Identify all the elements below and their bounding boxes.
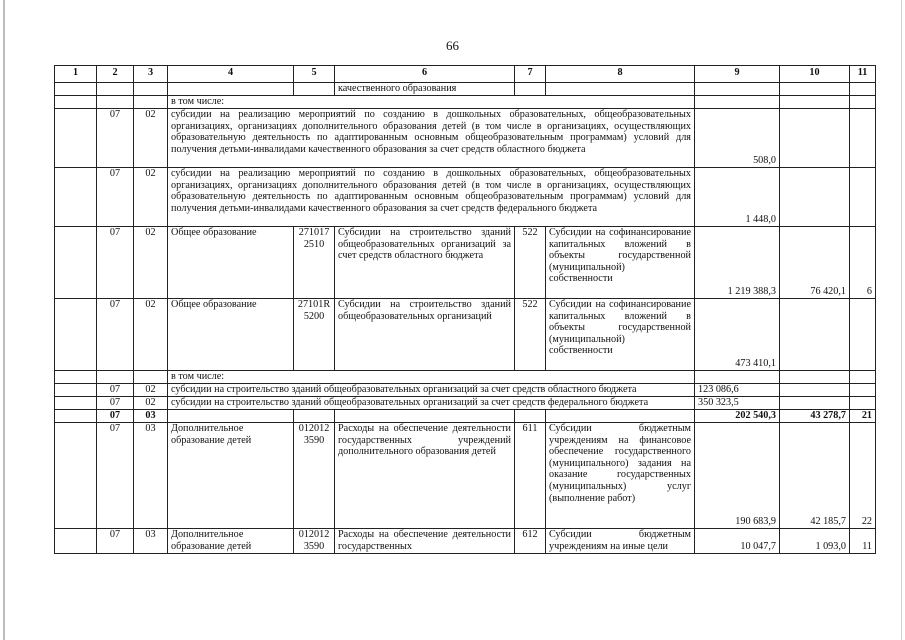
scan-edge-right [901, 0, 902, 640]
row-amount-2: 1 093,0 [780, 529, 850, 554]
row-section: 07 [97, 384, 134, 397]
row-subsection: 03 [134, 410, 168, 423]
row-section: 07 [97, 227, 134, 299]
row-amount: 190 683,9 [695, 423, 780, 529]
row-section: 07 [97, 410, 134, 423]
row-amount: 10 047,7 [695, 529, 780, 554]
row-subsection: 03 [134, 529, 168, 554]
row-expense-name: Субсидии на софинансирование капитальных вложений в объекты государственной (муниципальной) собственности [546, 299, 695, 371]
row-area: Общее образование [168, 227, 294, 299]
row-target-code: 271017 2510 [294, 227, 335, 299]
row-expense-type: 522 [515, 299, 546, 371]
scan-edge-left [3, 0, 5, 640]
row-description: субсидии на реализацию мероприятий по созданию в дошкольных образовательных, общеобразовательных организациях, организациях дополнительного образования детей (в том числе в организациях, осуществляющих образовательную деятельность по адаптированным основным общеобразовательным программам) условий для получения детьми-инвалидами качественного образования за счет средств федерального бюджета [168, 168, 695, 227]
row-amount-3: 22 [850, 423, 876, 529]
row-subsection: 03 [134, 423, 168, 529]
col-header-6: 6 [335, 66, 515, 83]
row-section: 07 [97, 168, 134, 227]
row-subsection: 02 [134, 299, 168, 371]
row-subheading: в том числе: [168, 371, 695, 384]
row-expense-type: 522 [515, 227, 546, 299]
row-target-code: 27101R 5200 [294, 299, 335, 371]
row-direction: Субсидии на строительство зданий общеобразовательных организаций за счет средств областного бюджета [335, 227, 515, 299]
table-row [55, 96, 876, 109]
row-expense-name: Субсидии бюджетным учреждениям на финансовое обеспечение государственного (муниципального) задания на оказание государственных (муниципальных) услуг (выполнение работ) [546, 423, 695, 529]
row-target-code: 012012 3590 [294, 529, 335, 554]
col-header-4: 4 [168, 66, 294, 83]
col-header-7: 7 [515, 66, 546, 83]
table-row [55, 227, 876, 299]
col-header-11: 11 [850, 66, 876, 83]
table-row [55, 529, 876, 554]
row-section: 07 [97, 529, 134, 554]
row-area: Общее образование [168, 299, 294, 371]
row-direction: Расходы на обеспечение деятельности государственных учреждений дополнительного образования детей [335, 423, 515, 529]
row-amount: 1 219 388,3 [695, 227, 780, 299]
row-amount-3: 11 [850, 529, 876, 554]
table-row [55, 423, 876, 529]
row-amount-2: 42 185,7 [780, 423, 850, 529]
row-area: Дополнительное образование детей [168, 423, 294, 529]
table-row [55, 83, 876, 96]
row-section: 07 [97, 423, 134, 529]
row-direction: Расходы на обеспечение деятельности государственных [335, 529, 515, 554]
row-description: субсидии на строительство зданий общеобразовательных организаций за счет средств федерального бюджета [168, 397, 695, 410]
subtotal-row [55, 410, 876, 423]
table-row [55, 397, 876, 410]
row-expense-name: Субсидии бюджетным учреждениям на иные цели [546, 529, 695, 554]
row-description: субсидии на реализацию мероприятий по созданию в дошкольных образовательных, общеобразовательных организациях, организациях дополнительного образования детей (в том числе в организациях, осуществляющих образовательную деятельность по адаптированным основным общеобразовательным программам) условий для получения детьми-инвалидами качественного образования за счет средств областного бюджета [168, 109, 695, 168]
col-header-3: 3 [134, 66, 168, 83]
col-header-1: 1 [55, 66, 97, 83]
page-number: 66 [446, 38, 459, 53]
row-expense-name: Субсидии на софинансирование капитальных вложений в объекты государственной (муниципальной) собственности [546, 227, 695, 299]
row-amount: 350 323,5 [695, 397, 780, 410]
table-row [55, 371, 876, 384]
row-amount-3: 6 [850, 227, 876, 299]
col-header-9: 9 [695, 66, 780, 83]
row-direction: Субсидии на строительство зданий общеобразовательных организаций [335, 299, 515, 371]
col-header-8: 8 [546, 66, 695, 83]
row-subsection: 02 [134, 384, 168, 397]
row-expense-type: 611 [515, 423, 546, 529]
row-area: Дополнительное образование детей [168, 529, 294, 554]
row-amount: 508,0 [695, 109, 780, 168]
row-section: 07 [97, 299, 134, 371]
col-header-10: 10 [780, 66, 850, 83]
row-expense-type: 612 [515, 529, 546, 554]
row-subsection: 02 [134, 109, 168, 168]
row-section: 07 [97, 109, 134, 168]
col-header-2: 2 [97, 66, 134, 83]
row-direction: качественного образования [335, 83, 515, 96]
header-row [55, 66, 876, 83]
row-amount: 123 086,6 [695, 384, 780, 397]
row-amount-3: 21 [850, 410, 876, 423]
row-amount: 473 410,1 [695, 299, 780, 371]
row-subsection: 02 [134, 227, 168, 299]
row-amount-3 [850, 299, 876, 371]
row-amount: 202 540,3 [695, 410, 780, 423]
row-amount: 1 448,0 [695, 168, 780, 227]
table-row [55, 168, 876, 227]
row-subsection: 02 [134, 168, 168, 227]
row-target-code: 012012 3590 [294, 423, 335, 529]
row-subsection: 02 [134, 397, 168, 410]
row-section: 07 [97, 397, 134, 410]
table-row [55, 299, 876, 371]
table-row [55, 384, 876, 397]
row-subheading: в том числе: [168, 96, 695, 109]
budget-table [54, 65, 876, 554]
row-amount-2: 76 420,1 [780, 227, 850, 299]
table-row [55, 109, 876, 168]
row-description: субсидии на строительство зданий общеобразовательных организаций за счет средств областного бюджета [168, 384, 695, 397]
col-header-5: 5 [294, 66, 335, 83]
row-amount-2 [780, 299, 850, 371]
row-amount-2: 43 278,7 [780, 410, 850, 423]
